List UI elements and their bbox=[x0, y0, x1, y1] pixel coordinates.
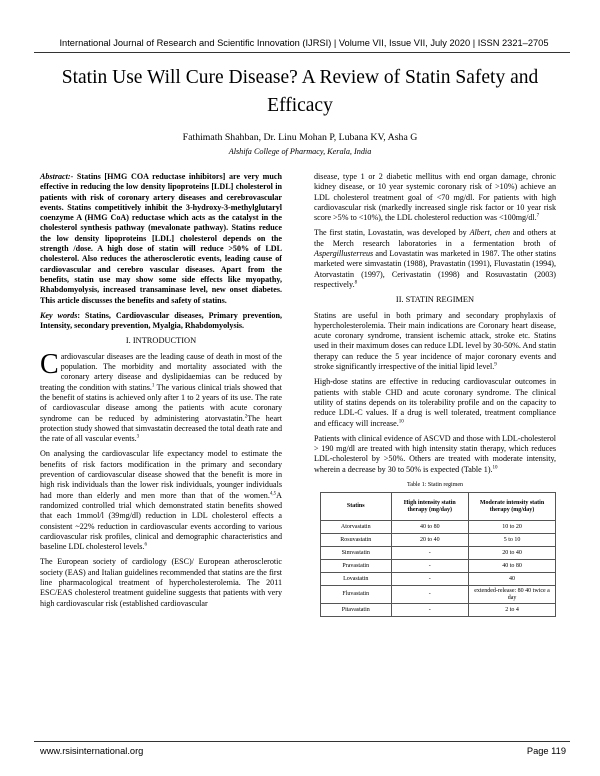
citation-ref: 10 bbox=[492, 465, 498, 471]
intro-text: A randomized controlled trial which demonstrated statin benefits showed that each 1mmol/l (39mg/dl) reduction in LDL cholesterol effects a consistent ~22% reduction in cardiovascular events according to various cardiovascular risk profiles, clinical and demographic characteristics and baseline LDL cholesterol levels. bbox=[40, 490, 282, 552]
citation-ref: 7 bbox=[536, 213, 540, 219]
table-caption: Table 1: Statin regimen bbox=[406, 482, 464, 489]
table-cell: extended-release: 80 40 twice a day bbox=[469, 586, 556, 604]
intro-paragraph-3: The European society of cardiology (ESC)/ European atherosclerotic society (EAS) and Italian guidelines recommended that statins are the first line pharmacological treatment of hypercholesterolemia. The 2011 ESC/EAS cholesterol treatment guideline suggests that patients with very high cardiovascular risk (established cardiovascular bbox=[40, 557, 282, 608]
statin-regimen-table bbox=[320, 492, 556, 617]
body-paragraph-2 bbox=[314, 228, 556, 290]
table-cell: - bbox=[391, 547, 469, 560]
body-text: and Lovastatin was marketed in 1987. The other statins marketed were simvastatin (1988), Pravastatin (1991), Fluvastatin (1994), Atorvastatin (1997), Cerivastatin (1998) and Rosuvastatin (2003) respectively. bbox=[314, 249, 556, 289]
table-cell: Pitavastatin bbox=[321, 604, 392, 617]
body-italic: Aspergillusterreus bbox=[314, 249, 374, 259]
table-cell: Simvastatin bbox=[321, 547, 392, 560]
table-cell: Fluvastatin bbox=[321, 586, 392, 604]
drop-cap: C bbox=[40, 348, 59, 380]
body-paragraph-5 bbox=[314, 434, 556, 475]
table-cell: - bbox=[391, 586, 469, 604]
table-cell: 40 to 80 bbox=[391, 521, 469, 534]
intro-paragraph-1 bbox=[40, 348, 282, 445]
table-cell: - bbox=[391, 573, 469, 586]
citation-ref: 1 bbox=[151, 382, 155, 388]
table-header-row bbox=[321, 493, 556, 521]
intro-text: The various clinical trials showed that the benefit of statins is achieved only after 1 to 2 years of its use. The rate of cardiovascular disease among the patients with acute coronary syndrome can be reduced by administering atorvastatin. bbox=[40, 382, 282, 423]
table-row bbox=[321, 586, 556, 604]
keywords-text: : Statins, Cardiovascular diseases, Primary prevention, Intensity, secondary prevention, Myalgia, Rhabdomyolysis. bbox=[40, 310, 282, 331]
table-cell: - bbox=[391, 604, 469, 617]
body-text: and others at the Merch research laboratories in a fermentation broth of bbox=[314, 228, 556, 248]
abstract-lead: Abstract:- bbox=[40, 172, 74, 181]
citation-ref: 10 bbox=[398, 418, 404, 424]
keywords-lead: Key words bbox=[40, 310, 78, 320]
table-row bbox=[321, 604, 556, 617]
citation-ref: 9 bbox=[494, 362, 497, 368]
body-paragraph-1 bbox=[314, 172, 556, 223]
intro-text: On analysing the cardiovascular life expectancy model to estimate the benefits of risk factors modification in the primary and secondary prevention of cardiovascular disease showed that the benefit is more in high risk individuals than the lower risk individuals, younger individuals had more than elderly and men more than that of the women. bbox=[40, 449, 282, 500]
authors: Fathimath Shahban, Dr. Linu Mohan P, Lubana KV, Asha G bbox=[182, 132, 418, 143]
abstract-text: Statins [HMG COA reductase inhibitors] are very much effective in reducing the low density lipoproteins [LDL] cholesterol in patients with risk of coronary artery diseases and cerebrovascular events. Statins competitively inhibit the 3-hydroxy-3-methylglutaryl coenzyme A (HMG CoA) reductase which acts as the catalyst in the cholesterol synthesis pathway (mevalonate pathway). Statins reduce the low density lipoproteins [LDL] cholesterol depends on the strength /dose. A high dose of statin will reduce >50% of LDL cholesterol. Also reduces the atherosclerotic events, leading cause of cardiovascular and cerebro vascular diseases. Apart from the benefits, statin use may show some side effects like myopathy, Rhabdomyolysis, increased transaminase level, new onset diabetes. This article discusses the benefits and safety of statins. bbox=[40, 172, 282, 305]
citation-ref: 8 bbox=[354, 280, 358, 286]
table-header-cell: Moderate intensity statin therapy (mg/day) bbox=[469, 493, 556, 521]
footer-page-number: Page 119 bbox=[526, 746, 566, 756]
journal-header: International Journal of Research and Scientific Innovation (IJRSI) | Volume VII, Issue VII, July 2020 | ISSN 2321–2705 bbox=[59, 38, 549, 48]
citation-ref: 2 bbox=[244, 413, 248, 419]
body-italic: Albert, chen bbox=[469, 228, 510, 238]
table-body bbox=[321, 521, 556, 617]
table-cell: Pravastatin bbox=[321, 560, 392, 573]
table-row bbox=[321, 547, 556, 560]
affiliation: Alshifa College of Pharmacy, Kerala, India bbox=[228, 147, 372, 156]
right-column bbox=[314, 172, 556, 617]
footer-divider bbox=[34, 741, 570, 742]
footer-website: www.rsisinternational.org bbox=[40, 746, 144, 756]
section-heading-introduction: I. INTRODUCTION bbox=[125, 336, 197, 346]
body-text: Statins are useful in both primary and secondary prophylaxis of hypercholesterolemia. Their main indications are Coronary heart disease, acute coronary syndrome, transient ischemic attack, stroke etc. Statins used in their maximum doses can reduce LDL level by 30-50%. And statin therapy can reduce the 5 year incidence of major coronary events and stroke significantly irrespective of the initial lipid level. bbox=[314, 310, 556, 372]
table-cell: 5 to 10 bbox=[469, 534, 556, 547]
table-row bbox=[321, 534, 556, 547]
body-text: Patients with clinical evidence of ASCVD and those with LDL-cholesterol > 190 mg/dl are treated with high intensity statin therapy, which reduces LDL-cholesterol by >50%. Others are treated with moderate intensity, wherein a decrease by 30 to 50% is expected (Table 1). bbox=[314, 433, 556, 474]
citation-ref: 3 bbox=[136, 434, 140, 440]
citation-ref: 4,5 bbox=[269, 490, 277, 496]
intro-text: The heart protection study showed that simvastatin decreased the total death rate and the rate of all vascular events. bbox=[40, 413, 282, 444]
table-cell: 20 to 40 bbox=[469, 547, 556, 560]
table-cell: Rosuvastatin bbox=[321, 534, 392, 547]
table-cell: 40 bbox=[469, 573, 556, 586]
table-row bbox=[321, 573, 556, 586]
table-header-cell: High intensity statin therapy (mg/day) bbox=[391, 493, 469, 521]
table-header-cell: Statins bbox=[321, 493, 392, 521]
table-cell: 2 to 4 bbox=[469, 604, 556, 617]
body-text: disease, type 1 or 2 diabetic mellitus with end organ damage, chronic kidney disease, or 10 year systemic coronary risk of >10%) achieve an LDL cholesterol treatment goal of <70 mg/dl. For patients with high cardiovascular risk (markedly increased single risk factor or 10 year risk score >5% to <10%), the LDL cholesterol reduction was <100mg/dl. bbox=[314, 172, 556, 223]
body-paragraph-4 bbox=[314, 377, 556, 428]
table-cell: Atorvastatin bbox=[321, 521, 392, 534]
intro-text: ardiovascular diseases are the leading cause of death in most of the population. The morbidity and mortality associated with the coronary artery disease and dyslipidaemias can be reduced by treating the condition with statins. bbox=[40, 351, 282, 392]
table-cell: 10 to 20 bbox=[469, 521, 556, 534]
table-cell: 20 to 40 bbox=[391, 534, 469, 547]
citation-ref: 6 bbox=[144, 542, 147, 548]
left-column bbox=[40, 172, 282, 614]
intro-paragraph-2 bbox=[40, 449, 282, 552]
table-cell: 40 to 80 bbox=[469, 560, 556, 573]
table-row bbox=[321, 521, 556, 534]
header-divider bbox=[34, 52, 570, 53]
body-text: The first statin, Lovastatin, was developed by bbox=[314, 228, 470, 238]
section-heading-statin-regimen: II. STATIN REGIMEN bbox=[395, 295, 475, 305]
table-row bbox=[321, 560, 556, 573]
table-cell: - bbox=[391, 560, 469, 573]
keywords bbox=[40, 311, 282, 332]
body-text: High-dose statins are effective in reducing cardiovascular outcomes in patients with stable CHD and acute coronary syndrome. The clinical utility of statins depends on its tolerability profile and on the capacity to reduce LDL-C values. If a drug is well tolerated, treatment compliance and efficacy will increase. bbox=[314, 377, 556, 428]
abstract bbox=[40, 172, 282, 306]
table-cell: Lovastatin bbox=[321, 573, 392, 586]
paper-title: Statin Use Will Cure Disease? A Review of Statin Safety and Efficacy bbox=[61, 67, 539, 116]
body-paragraph-3 bbox=[314, 311, 556, 373]
